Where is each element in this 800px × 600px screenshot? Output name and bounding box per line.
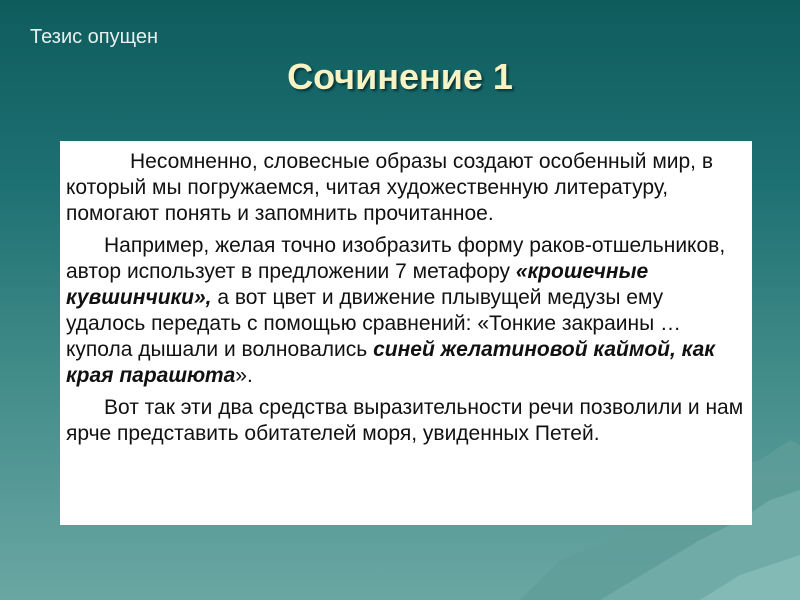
essay-p2-text-c: а вот цвет и движение плывущей медузы ему удалось передать с помощью сравнений: «Тонкие закраины …купола дышали и волновались	[66, 286, 681, 361]
essay-p2-comparison: синей желатиновой каймой, как края парашюта	[66, 338, 715, 387]
essay-panel	[60, 141, 752, 525]
essay-p2-text-a: Например, желая точно изобразить форму раков-отшельников, автор использует в предложении 7 метафору	[66, 234, 726, 283]
essay-paragraph-2	[66, 233, 744, 389]
thesis-label: Тезис опущен	[30, 26, 159, 48]
essay-paragraph-3: Вот так эти два средства выразительности речи позволили и нам ярче представить обитателей моря, увиденных Петей.	[66, 396, 744, 445]
essay-p2-text-e: ».	[235, 364, 253, 387]
page-title: Сочинение 1	[287, 56, 513, 97]
essay-paragraph-1: Несомненно, словесные образы создают особенный мир, в который мы погружаемся, читая художественную литературу, помогают понять и запомнить прочитанное.	[66, 150, 713, 225]
essay-p2-metaphor: «крошечные кувшинчики»,	[66, 260, 649, 309]
